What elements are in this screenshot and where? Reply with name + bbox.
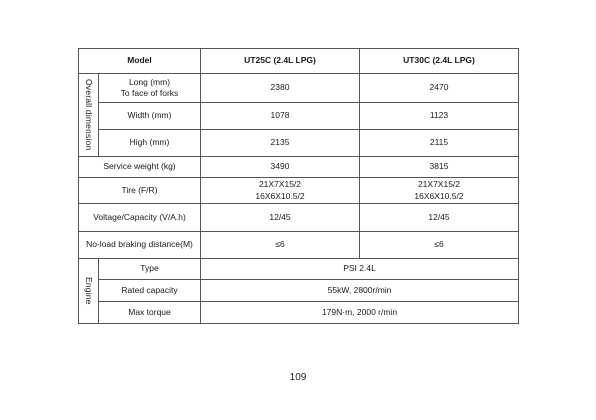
high-row <box>79 130 519 157</box>
voltage-ut25c: 12/45 <box>201 204 360 232</box>
tire-ut30c-front: 21X7X15/2 <box>417 179 461 190</box>
engine-type-value: PSI 2.4L <box>201 259 519 280</box>
overall-dimension-label: Overall dimension <box>84 79 95 151</box>
service-weight-ut25c: 3490 <box>201 157 360 178</box>
max-torque-row <box>79 302 519 324</box>
max-torque-value: 179N·m, 2000 r/min <box>201 302 519 324</box>
tire-ut30c-rear: 16X6X10.5/2 <box>414 190 464 201</box>
specification-table <box>78 48 519 324</box>
voltage-row <box>79 204 519 232</box>
width-label: Width (mm) <box>99 103 201 130</box>
page-number: 109 <box>289 372 307 383</box>
voltage-label: Voltage/Capacity (V/A.h) <box>79 204 201 232</box>
tire-row <box>79 178 519 204</box>
high-ut30c: 2115 <box>360 130 519 157</box>
width-row <box>79 103 519 130</box>
width-ut25c: 1078 <box>201 103 360 130</box>
ut30c-header: UT30C (2.4L LPG) <box>360 49 519 74</box>
engine-label: Engine <box>84 277 95 305</box>
width-ut30c: 1123 <box>360 103 519 130</box>
engine-type-label: Type <box>99 259 201 280</box>
max-torque-label: Max torque <box>99 302 201 324</box>
long-ut30c: 2470 <box>360 74 519 103</box>
rated-capacity-label: Rated capacity <box>99 280 201 302</box>
model-header: Model <box>79 49 201 74</box>
engine-type-row <box>79 259 519 280</box>
long-label-line2: To face of forks <box>120 88 179 98</box>
braking-row <box>79 232 519 259</box>
engine-group <box>79 259 99 324</box>
service-weight-label: Service weight (kg) <box>79 157 201 178</box>
service-weight-ut30c: 3815 <box>360 157 519 178</box>
high-label: High (mm) <box>99 130 201 157</box>
rated-capacity-row <box>79 280 519 302</box>
tire-label: Tire (F/R) <box>79 178 201 204</box>
long-label <box>99 74 201 103</box>
long-label-line1: Long (mm) <box>128 76 171 87</box>
overall-dimension-group <box>79 74 99 157</box>
tire-ut25c <box>201 178 360 204</box>
high-ut25c: 2135 <box>201 130 360 157</box>
long-ut25c: 2380 <box>201 74 360 103</box>
tire-ut25c-front: 21X7X15/2 <box>258 179 302 190</box>
braking-ut30c: ≤6 <box>360 232 519 259</box>
braking-label: No-load braking distance(M) <box>79 232 201 259</box>
service-weight-row <box>79 157 519 178</box>
rated-capacity-value: 55kW, 2800r/min <box>201 280 519 302</box>
braking-ut25c: ≤6 <box>201 232 360 259</box>
voltage-ut30c: 12/45 <box>360 204 519 232</box>
tire-ut25c-rear: 16X6X10.5/2 <box>255 190 305 201</box>
tire-ut30c <box>360 178 519 204</box>
ut25c-header: UT25C (2.4L LPG) <box>201 49 360 74</box>
header-row <box>79 49 519 74</box>
long-row <box>79 74 519 103</box>
